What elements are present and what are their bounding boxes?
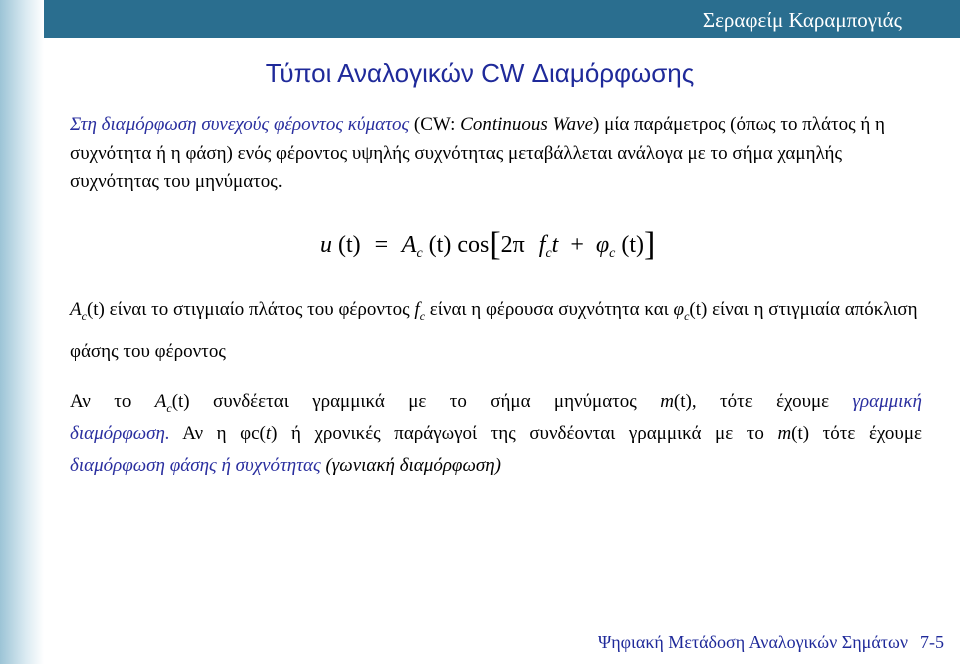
linear-modulation-term-end: διαμόρφωση. (70, 423, 170, 444)
mod-m2: m (777, 423, 792, 444)
formula-t1: (t) (338, 232, 361, 258)
mod-p7: (γωνιακή διαμόρφωση) (320, 455, 501, 476)
intro-open: (CW: (409, 114, 461, 135)
def-text1: είναι το στιγμιαίο πλάτος του φέροντος (104, 299, 415, 320)
def-phi: φ (673, 299, 685, 320)
mod-p6: τότε έχουμε (809, 423, 923, 444)
mod-m1: m (660, 391, 674, 412)
formula-f: f (538, 232, 546, 258)
footer (598, 632, 944, 653)
slide-title: Τύποι Αναλογικών CW Διαμόρφωσης (265, 58, 695, 88)
mod-p5: ) ή χρονικές παράγωγοί της συνδέονται γραμμικά με το (271, 423, 778, 444)
formula-A: A (401, 232, 417, 258)
intro-paragraph (70, 111, 922, 197)
def-c1: c (81, 308, 87, 323)
modulation-paragraph-line2 (70, 418, 922, 450)
mod-p1: Αν το (70, 391, 155, 412)
header-bar (0, 0, 960, 38)
mod-t2: (t) (673, 391, 692, 412)
formula-cos: cos (457, 232, 490, 258)
def-t2: (t) (689, 299, 708, 320)
mod-t4: (t) (791, 423, 810, 444)
def-c2: c (419, 308, 426, 323)
author-name: Σεραφείμ Καραμπογιάς (702, 8, 902, 32)
mod-p2: συνδέεται γραμμικά με το σήμα μηνύματος (189, 391, 661, 412)
modulation-formula (320, 226, 655, 264)
formula-c1: c (416, 246, 423, 261)
def-text3: είναι η στιγμιαία απόκλιση φάσης του φέροντος (70, 299, 918, 362)
mod-p4: Αν η φc( (169, 423, 266, 444)
formula-lhs: u (320, 232, 332, 258)
mod-t1: (t) (171, 391, 190, 412)
def-c3: c (684, 308, 690, 323)
def-A: A (70, 299, 82, 320)
page-number: 7-5 (920, 632, 944, 652)
formula-c3: c (609, 246, 616, 261)
modulation-paragraph-line3 (70, 450, 922, 482)
intro-highlight: Στη διαμόρφωση συνεχούς φέροντος κύματος (70, 114, 410, 135)
intro-text: ) μία παράμετρος (όπως το πλάτος ή η συχνότητα ή η φάση) ενός φέροντος υψηλής συχνότητας μεταβάλλεται ανάλογα με το σήμα χαμηλής συχνότητας του μηνύματος. (70, 114, 885, 192)
angle-modulation-term: διαμόρφωση φάσης ή συχνότητας (70, 455, 321, 476)
mod-c1: c (166, 400, 172, 415)
definitions-paragraph (70, 292, 922, 370)
formula-rbracket: ] (644, 226, 656, 263)
left-gradient-bar (0, 0, 44, 664)
mod-A: A (154, 391, 167, 412)
def-t1: (t) (86, 299, 105, 320)
linear-modulation-term: γραμμική (852, 391, 922, 412)
formula-c2: c (545, 246, 552, 261)
formula-t2: (t) (428, 232, 452, 258)
formula-t3: t (551, 232, 559, 258)
formula-t4: (t) (621, 232, 645, 258)
def-text2: είναι η φέρουσα συχνότητα και (425, 299, 674, 320)
def-f: f (414, 299, 420, 320)
intro-cw-term: Continuous Wave (460, 114, 593, 135)
formula-two-pi: 2π (500, 232, 525, 258)
formula-phi: φ (595, 232, 610, 258)
mod-p3: , τότε έχουμε (691, 391, 853, 412)
formula-lbracket: [ (489, 226, 501, 263)
formula-eq: = (374, 232, 389, 258)
mod-t3: t (265, 423, 272, 444)
formula-plus: + (570, 232, 584, 258)
footer-course: Ψηφιακή Μετάδοση Αναλογικών Σημάτων (597, 632, 908, 652)
